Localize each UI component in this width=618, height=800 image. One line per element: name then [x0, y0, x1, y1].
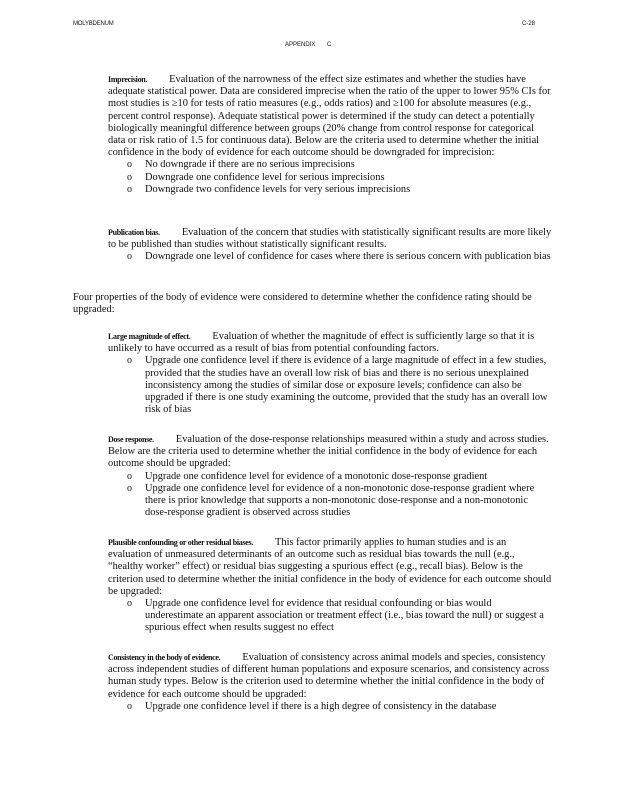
- list-item: o Upgrade one confidence level for evidence of a monotonic dose-response gradient: [127, 470, 488, 482]
- criterion-term: Dose response.: [108, 435, 154, 444]
- criterion-publication-bias: [108, 227, 552, 264]
- criterion-term: Publication bias.: [108, 228, 160, 237]
- circle-bullet-icon: o: [127, 159, 132, 171]
- circle-bullet-icon: o: [127, 482, 132, 494]
- criterion-text: Evaluation of the dose-response relationships measured within a study and across studies. Below are the criteria used to determine whether the initial confidence in the body of evidence for each outcome should be upgraded:: [108, 434, 549, 470]
- sub-list: [108, 355, 552, 416]
- criterion-imprecision: [108, 74, 552, 196]
- circle-bullet-icon: o: [127, 355, 132, 367]
- list-item: o Downgrade two confidence levels for very serious imprecisions: [127, 183, 411, 195]
- circle-bullet-icon: o: [127, 251, 132, 263]
- list-item: o No downgrade if there are no serious imprecisions: [127, 159, 355, 171]
- upgrade-intro-paragraph: Four properties of the body of evidence were considered to determine whether the confidence rating should be upgraded:: [73, 292, 532, 316]
- list-item: o Downgrade one level of confidence for cases where there is serious concern with publication bias: [127, 251, 551, 263]
- criterion-text: Evaluation of whether the magnitude of effect is sufficiently large so that it is unlikely to have occurred as a result of bias from potential confounding factors.: [108, 331, 535, 355]
- list-item: o Upgrade one confidence level if there is evidence of a large magnitude of effect in a few studies, provided that the studies have an overall low risk of bias and there is no serious unexplained inconsistency among the studies of similar dose or exposure levels; confidence can also be upgraded if there is one study examining the outcome, provided that the study has an overall low risk of bias: [127, 355, 548, 416]
- sub-list: [108, 471, 552, 520]
- criterion-term: Plausible confounding or other residual biases.: [108, 538, 254, 547]
- section-header: APPENDIX C: [285, 42, 332, 48]
- list-item: o Upgrade one confidence level if there is a high degree of consistency in the database: [127, 700, 497, 712]
- criterion-plausible-confounding: [108, 537, 552, 635]
- sub-list: [108, 159, 552, 196]
- circle-bullet-icon: o: [127, 700, 132, 712]
- circle-bullet-icon: o: [127, 470, 132, 482]
- criterion-text: Evaluation of the narrowness of the effect size estimates and whether the studies have adequate statistical power. Data are considered imprecise when the ratio of the upper to lower 95% CIs for most studies is ≥10 for tests of ratio measures (e.g., odds ratios) and ≥100 for absolute measures (e.g., percent control response). Adequate statistical power is determined if the study can detect a potentially biologically meaningful difference between groups (20% change from control response for categorical data or risk ratio of 1.5 for continuous data). Below are the criteria used to determine whether the initial confidence in the body of evidence for each outcome should be downgraded for imprecision:: [108, 74, 551, 159]
- sub-list: [108, 701, 552, 713]
- page-number: C-28: [522, 21, 536, 27]
- criterion-term: Imprecision.: [108, 75, 148, 84]
- criterion-text: Evaluation of consistency across animal models and species, consistency across independent studies of different human populations and exposure scenarios, and consistency across human study types. Below is the criterion used to determine whether the initial confidence in the body of evidence for each outcome should be upgraded:: [108, 652, 550, 700]
- circle-bullet-icon: o: [127, 183, 132, 195]
- criterion-term: Consistency in the body of evidence.: [108, 653, 221, 662]
- criterion-text: Evaluation of the concern that studies with statistically significant results are more likely to be published than studies without statistically significant results.: [108, 227, 552, 251]
- running-header-title: MOLYBDENUM: [73, 21, 114, 27]
- criterion-large-magnitude: [108, 331, 552, 416]
- criterion-text: This factor primarily applies to human studies and is an evaluation of unmeasured determinants of an outcome such as residual bias towards the null (e.g., “healthy worker” effect) or residual bias suggesting a spurious effect (e.g., recall bias). Below is the criterion used to determine whether the initial confidence in the body of evidence for each outcome should be upgraded:: [108, 537, 552, 597]
- sub-list: [108, 251, 552, 263]
- sub-list: [108, 598, 552, 635]
- circle-bullet-icon: o: [127, 598, 132, 610]
- criterion-term: Large magnitude of effect.: [108, 332, 191, 341]
- list-item: o Upgrade one confidence level for evidence that residual confounding or bias would underestimate an apparent association or treatment effect (i.e., bias toward the null) or suggest a spurious effect when results suggest no effect: [127, 598, 544, 634]
- criterion-dose-response: [108, 434, 552, 519]
- list-item: o Upgrade one confidence level for evidence of a non-monotonic dose-response gradient where there is prior knowledge that supports a non-monotonic dose-response and a non-monotonic dose-response gradient is observed across studies: [127, 482, 535, 519]
- criterion-consistency: [108, 652, 552, 713]
- list-item: o Downgrade one confidence level for serious imprecisions: [127, 171, 385, 183]
- circle-bullet-icon: o: [127, 171, 132, 183]
